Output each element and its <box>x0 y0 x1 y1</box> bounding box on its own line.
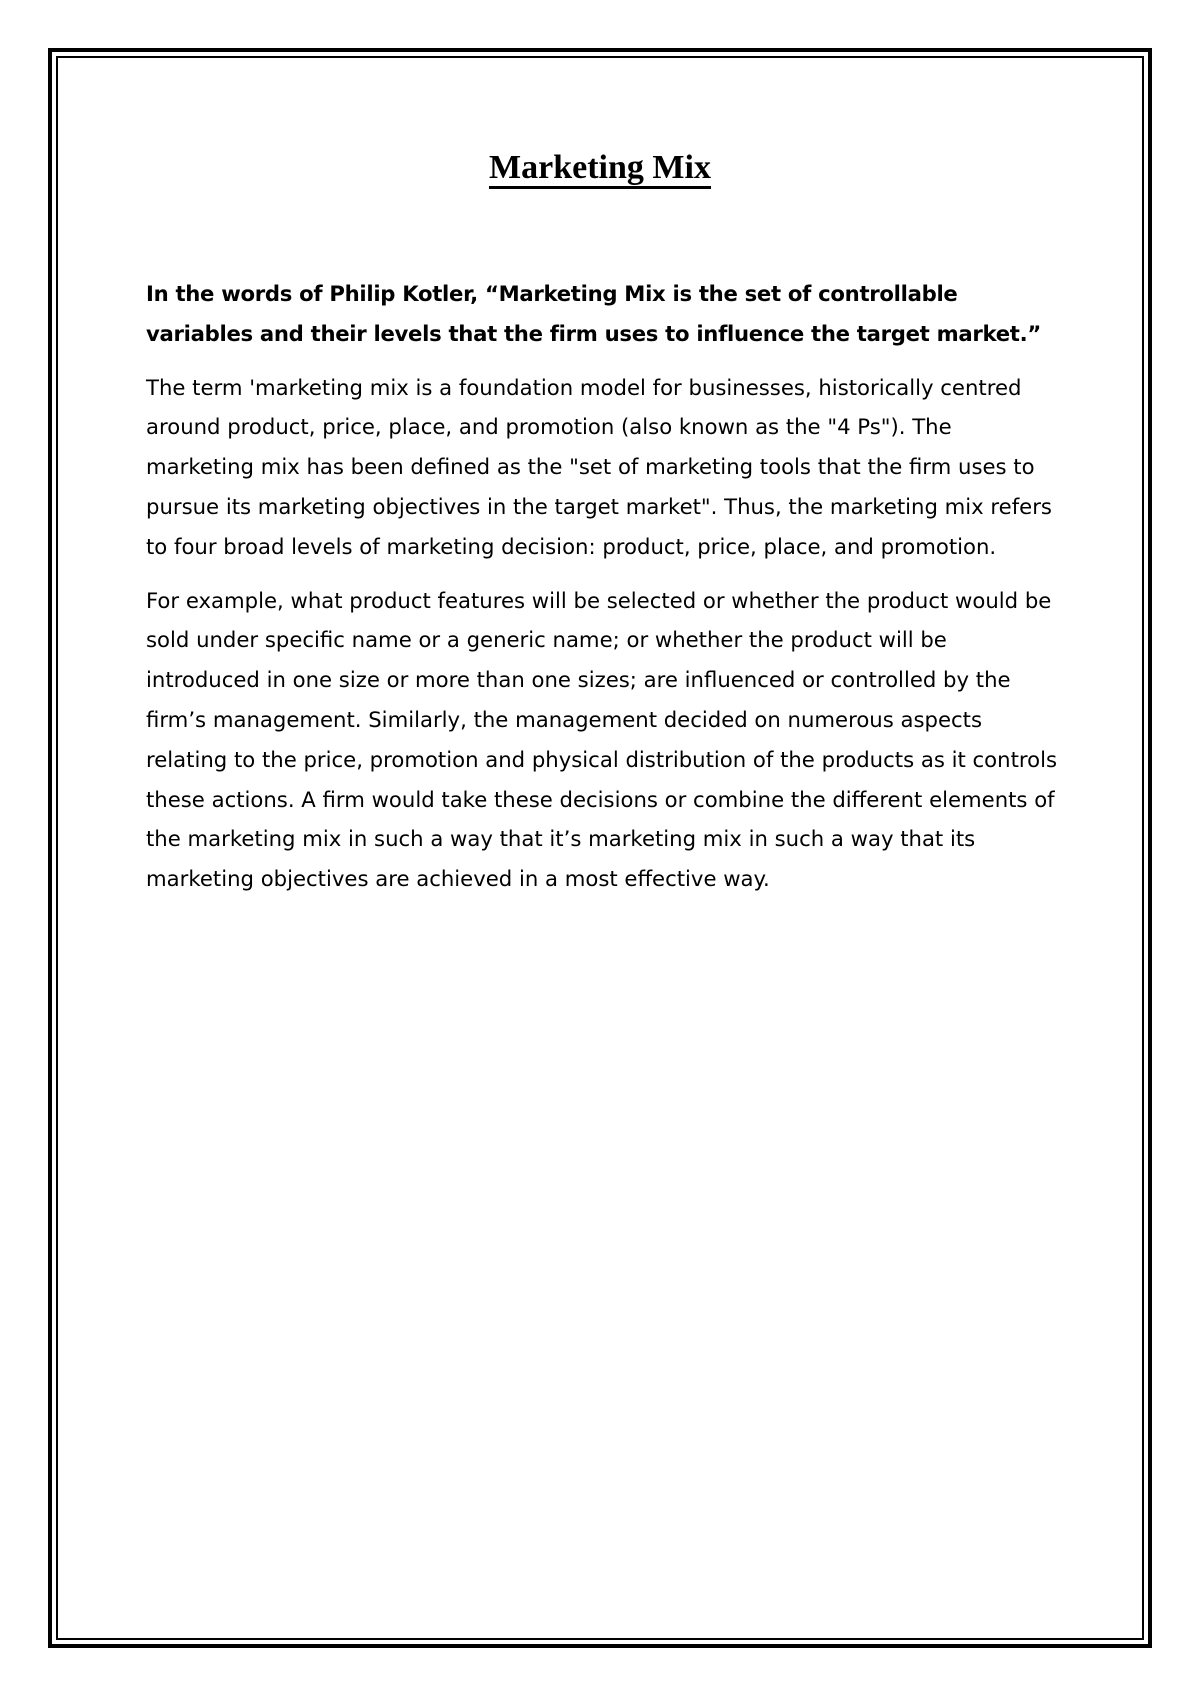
document-title <box>0 146 1200 190</box>
document-title-text: Marketing Mix <box>489 149 711 189</box>
example-paragraph: For example, what product features will be selected or whether the product would be sold under specific name or a generic name; or whether the product will be introduced in one size or more than one sizes; are influenced or controlled by the firm’s management. Similarly, the management decided on numerous aspects relating to the price, promotion and physical distribution of the products as it controls these actions. A firm would take these decisions or combine the different elements of the marketing mix in such a way that it’s marketing mix in such a way that its marketing objectives are achieved in a most effective way. <box>146 587 1058 892</box>
marketing-mix-description-paragraph: The term 'marketing mix is a foundation model for businesses, historically centred around product, price, place, and promotion (also known as the "4 Ps"). The marketing mix has been defined as the "set of marketing tools that the firm uses to pursue its marketing objectives in the target market". Thus, the marketing mix refers to four broad levels of marketing decision: product, price, place, and promotion. <box>146 374 1052 559</box>
kotler-definition-paragraph: In the words of Philip Kotler, “Marketing Mix is the set of controllable variables and their levels that the firm uses to influence the target market.” <box>146 281 1041 346</box>
document-body <box>146 274 1066 913</box>
